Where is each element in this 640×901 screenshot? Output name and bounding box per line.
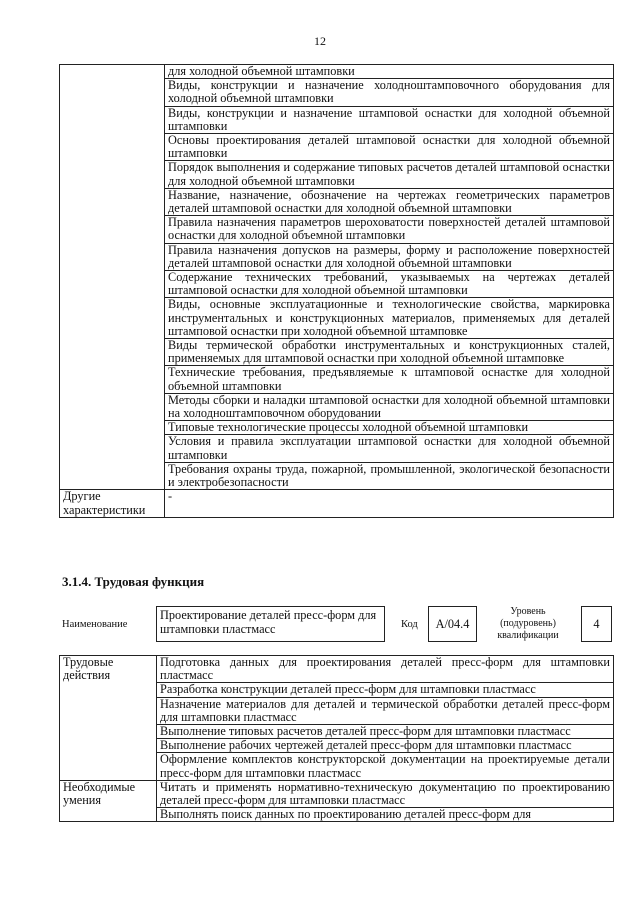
knowledge-label-cell (60, 65, 165, 490)
skill-item: Выполнять поиск данных по проектированию деталей пресс-форм для (157, 808, 614, 822)
knowledge-item: Условия и правила эксплуатации штамповой оснастки для холодной объемной штамповки (165, 435, 614, 462)
other-characteristics-label: Другие характеристики (60, 490, 165, 517)
skills-label: Необходимые умения (60, 780, 157, 822)
labor-action-item: Выполнение типовых расчетов деталей пресс-форм для штамповки пластмасс (157, 725, 614, 739)
labor-action-item: Подготовка данных для проектирования деталей пресс-форм для штамповки пластмасс (157, 656, 614, 683)
knowledge-item: Содержание технических требований, указываемых на чертежах деталей штамповой оснастки для холодной объемной штамповки (165, 271, 614, 298)
knowledge-item: Виды, конструкции и назначение холодноштамповочного оборудования для холодной объемной штамповки (165, 79, 614, 106)
section-heading: 3.1.4. Трудовая функция (62, 574, 205, 589)
knowledge-item: Методы сборки и наладки штамповой оснастки для холодной объемной штамповки на холодноштамповочном оборудовании (165, 393, 614, 420)
knowledge-item: для холодной объемной штамповки (165, 65, 614, 79)
other-characteristics-row (60, 490, 614, 517)
knowledge-item: Основы проектирования деталей штамповой оснастки для холодной объемной штамповки (165, 134, 614, 161)
page-number: 12 (314, 34, 326, 48)
code-label: Код (401, 619, 418, 630)
knowledge-item: Технические требования, предъявляемые к штамповой оснастке для холодной объемной штамповки (165, 366, 614, 393)
skill-row (60, 780, 614, 807)
knowledge-item: Правила назначения допусков на размеры, форму и расположение поверхностей деталей штамповой оснастки для холодной объемной штамповки (165, 243, 614, 270)
labor-action-item: Оформление комплектов конструкторской документации на проектируемые детали пресс-форм для штамповки пластмасс (157, 753, 614, 780)
name-label: Наименование (62, 619, 128, 630)
function-code-box: A/04.4 (428, 606, 477, 642)
knowledge-item: Типовые технологические процессы холодной объемной штамповки (165, 421, 614, 435)
knowledge-item: Правила назначения параметров шероховатости поверхностей деталей штамповой оснастки для холодной объемной штамповки (165, 216, 614, 243)
skill-item: Читать и применять нормативно-техническую документацию по проектированию деталей пресс-форм для штамповки пластмасс (157, 780, 614, 807)
labor-action-item: Разработка конструкции деталей пресс-форм для штамповки пластмасс (157, 683, 614, 697)
knowledge-item: Виды термической обработки инструментальных и конструкционных сталей, применяемых для штамповой оснастки при холодной объемной штамповке (165, 339, 614, 366)
knowledge-table (59, 64, 614, 518)
qualification-level-label: Уровень (подуровень) квалификации (497, 606, 559, 641)
function-name-box: Проектирование деталей пресс-форм для штамповки пластмасс (156, 606, 385, 642)
knowledge-item: Требования охраны труда, пожарной, промышленной, экологической безопасности и электробезопасности (165, 462, 614, 489)
labor-action-item: Выполнение рабочих чертежей деталей пресс-форм для штамповки пластмасс (157, 739, 614, 753)
knowledge-item: Виды, конструкции и назначение штамповой оснастки для холодной объемной штамповки (165, 106, 614, 133)
knowledge-item: Виды, основные эксплуатационные и технологические свойства, маркировка инструментальных и конструкционных материалов, применяемых для деталей штамповой оснастки при холодной объемной штамповке (165, 298, 614, 339)
labor-actions-label: Трудовые действия (60, 656, 157, 781)
labor-action-item: Назначение материалов для деталей и термической обработки деталей пресс-форм для штамповки пластмасс (157, 697, 614, 724)
other-characteristics-value: - (165, 490, 614, 517)
qualification-level-box: 4 (581, 606, 612, 642)
labor-action-row (60, 656, 614, 683)
knowledge-item: Порядок выполнения и содержание типовых расчетов деталей штамповой оснастки для холодной объемной штамповки (165, 161, 614, 188)
knowledge-item: Название, назначение, обозначение на чертежах геометрических параметров деталей штамповой оснастки для холодной объемной штамповки (165, 188, 614, 215)
function-table (59, 655, 614, 822)
knowledge-row (60, 65, 614, 79)
